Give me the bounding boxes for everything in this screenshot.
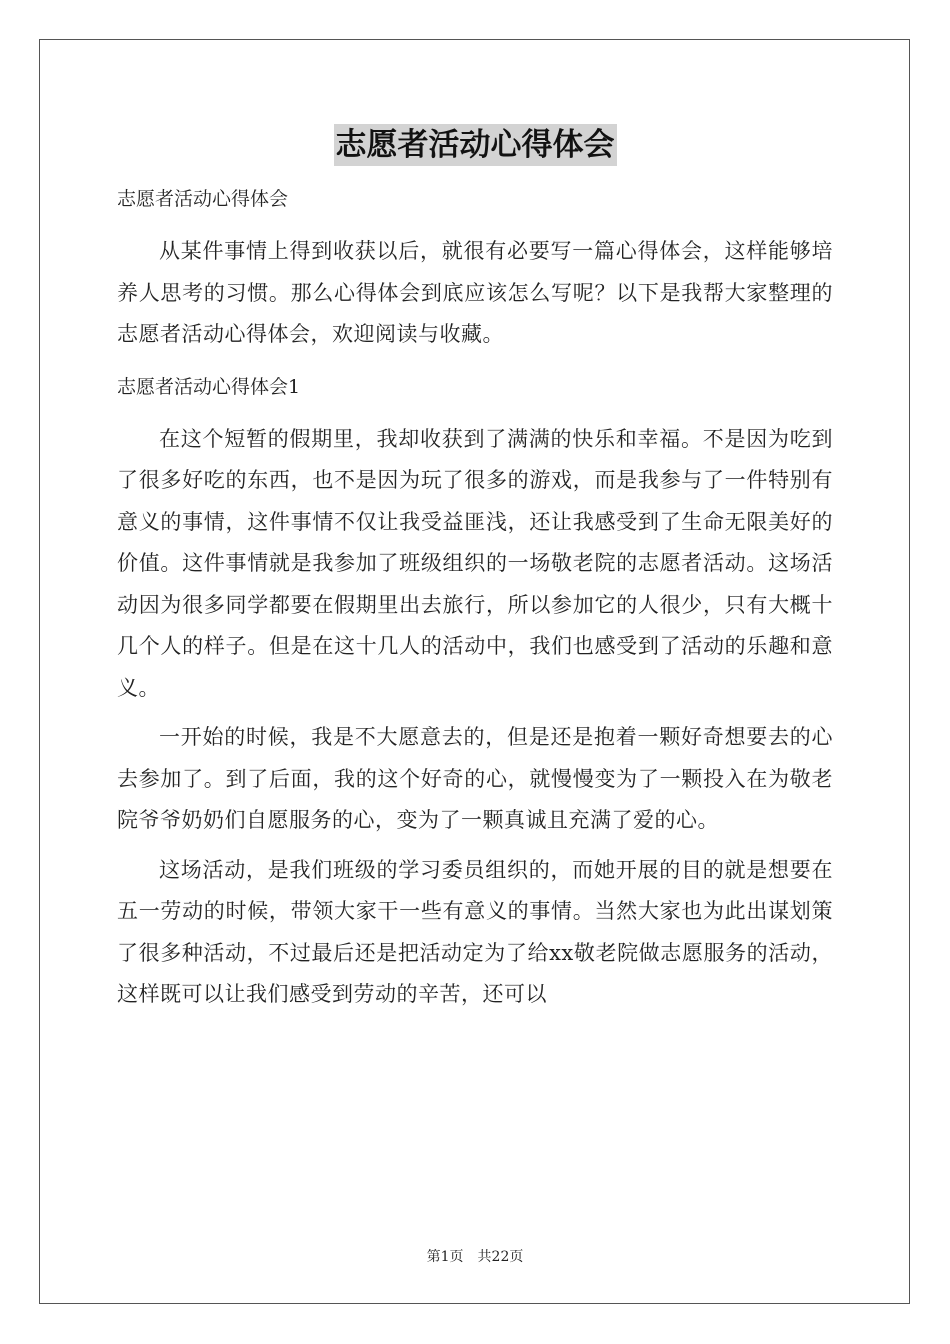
title-container bbox=[0, 124, 950, 166]
intro-subheading: 志愿者活动心得体会 bbox=[117, 188, 289, 210]
page-footer bbox=[0, 1246, 950, 1266]
page-total: 共22页 bbox=[477, 1249, 524, 1265]
intro-paragraph: 从某件事情上得到收获以后，就很有必要写一篇心得体会，这样能够培养人思考的习惯。那么心得体会到底应该怎么写呢？以下是我帮大家整理的志愿者活动心得体会，欢迎阅读与收藏。 bbox=[117, 239, 833, 346]
page-number: 第1页 bbox=[426, 1249, 464, 1265]
document-body bbox=[117, 182, 833, 1030]
document-title: 志愿者活动心得体会 bbox=[334, 124, 617, 166]
body-paragraph: 一开始的时候，我是不大愿意去的，但是还是抱着一颗好奇想要去的心去参加了。到了后面，我的这个好奇的心，就慢慢变为了一颗投入在为敬老院爷爷奶奶们自愿服务的心，变为了一颗真诚且充满了爱的心。 bbox=[117, 725, 833, 832]
body-paragraph: 这场活动，是我们班级的学习委员组织的，而她开展的目的就是想要在五一劳动的时候，带领大家干一些有意义的事情。当然大家也为此出谋划策了很多种活动，不过最后还是把活动定为了给xx敬老院做志愿服务的活动，这样既可以让我们感受到劳动的辛苦，还可以 bbox=[117, 857, 833, 1006]
section-heading: 志愿者活动心得体会1 bbox=[117, 375, 301, 398]
body-paragraph: 在这个短暂的假期里，我却收获到了满满的快乐和幸福。不是因为吃到了很多好吃的东西，也不是因为玩了很多的游戏，而是我参与了一件特别有意义的事情，这件事情不仅让我受益匪浅，还让我感受到了生命无限美好的价值。这件事情就是我参加了班级组织的一场敬老院的志愿者活动。这场活动因为很多同学都要在假期里出去旅行，所以参加它的人很少，只有大概十几个人的样子。但是在这十几人的活动中，我们也感受到了活动的乐趣和意义。 bbox=[117, 426, 833, 700]
